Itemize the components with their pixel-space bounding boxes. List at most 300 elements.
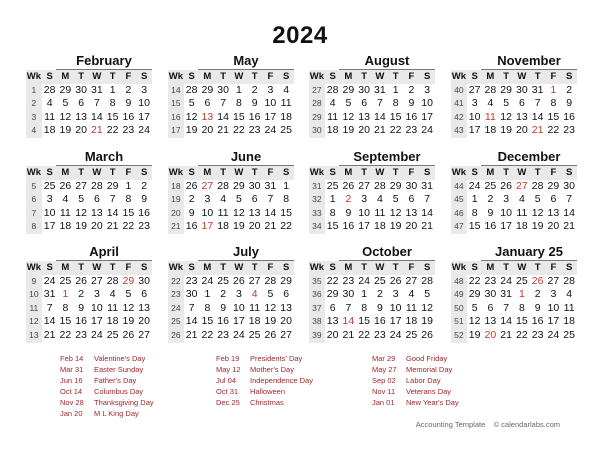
- weekday-header-row: [309, 166, 435, 180]
- holiday-date: May 12: [216, 365, 241, 374]
- footer-template: Accounting Template: [415, 420, 486, 429]
- weekday-header-row: [309, 261, 435, 275]
- day-cell: 23: [484, 274, 497, 287]
- day-cell: 15: [106, 110, 119, 123]
- day-cell: 9: [408, 97, 415, 110]
- day-cell: 6: [141, 288, 148, 301]
- month-block: [309, 52, 435, 138]
- weekday-label: S: [325, 261, 341, 275]
- day-cell: 30: [75, 83, 87, 96]
- weekday-label: F: [263, 70, 279, 84]
- day-cell: 4: [518, 193, 525, 206]
- holiday-entry: [216, 353, 366, 364]
- weekday-label: T: [498, 166, 514, 180]
- week-row: [309, 275, 435, 289]
- month-name: March: [56, 148, 152, 166]
- weekday-label: T: [247, 70, 263, 84]
- day-cell: 9: [125, 97, 132, 110]
- day-cell: 7: [188, 301, 195, 314]
- day-cell: 1: [235, 83, 242, 96]
- day-cell: 24: [358, 274, 370, 287]
- day-cell: 12: [531, 206, 544, 219]
- month-block: [451, 243, 577, 343]
- month-block: [451, 52, 577, 138]
- day-cell: 22: [516, 328, 528, 341]
- day-cell: 24: [43, 274, 56, 287]
- day-cell: 2: [487, 193, 494, 206]
- week-number-header: Wk: [451, 71, 466, 82]
- day-cell: 14: [91, 110, 103, 123]
- day-cell: 31: [374, 83, 386, 96]
- month-name: August: [339, 52, 435, 70]
- week-number: 21: [168, 220, 184, 234]
- day-cell: 5: [424, 288, 431, 301]
- day-cell: 4: [251, 288, 258, 301]
- holiday-name: Valentine's Day: [94, 354, 146, 363]
- day-cell: 22: [106, 124, 119, 137]
- weekday-header-row: [26, 70, 152, 84]
- month-block: [26, 52, 152, 138]
- day-cell: 28: [185, 83, 198, 96]
- week-number: 1: [26, 84, 42, 98]
- week-number: 32: [309, 193, 325, 207]
- day-cell: 1: [550, 83, 557, 96]
- holiday-name: Veterans Day: [406, 387, 452, 396]
- day-cell: 13: [358, 110, 370, 123]
- day-cell: 1: [518, 288, 525, 301]
- day-cell: 29: [547, 179, 560, 192]
- week-row: [309, 302, 435, 316]
- day-cell: 14: [264, 206, 277, 219]
- day-cell: 18: [248, 315, 261, 328]
- weekday-label: M: [341, 166, 357, 180]
- weekday-label: W: [231, 261, 247, 275]
- day-cell: 7: [345, 301, 352, 314]
- day-cell: 4: [62, 193, 69, 206]
- day-cell: 2: [534, 288, 541, 301]
- day-cell: 23: [563, 124, 575, 137]
- day-cell: 19: [421, 315, 433, 328]
- holiday-date: Mar 31: [60, 365, 84, 374]
- day-cell: 25: [217, 274, 229, 287]
- month-block: [309, 243, 435, 343]
- weekday-label: F: [121, 166, 137, 180]
- day-cell: 5: [78, 193, 85, 206]
- week-number: 35: [309, 275, 325, 289]
- month-name: February: [56, 52, 152, 70]
- day-cell: 16: [563, 110, 575, 123]
- day-cell: 3: [471, 97, 478, 110]
- week-number-header: Wk: [309, 167, 324, 178]
- day-cell: 12: [468, 315, 481, 328]
- week-row: [309, 84, 435, 98]
- weekday-label: S: [467, 166, 483, 180]
- day-cell: 3: [503, 193, 510, 206]
- day-cell: 15: [389, 110, 402, 123]
- holiday-name: Easter Sunday: [94, 365, 144, 374]
- day-cell: 24: [421, 124, 433, 137]
- day-cell: 2: [78, 288, 85, 301]
- day-cell: 30: [138, 274, 150, 287]
- day-cell: 4: [220, 193, 227, 206]
- day-cell: 13: [201, 110, 214, 123]
- day-cell: 9: [534, 301, 541, 314]
- week-row: [451, 288, 577, 302]
- month-block: [26, 243, 152, 343]
- weekday-header-row: [168, 166, 294, 180]
- weekday-label: T: [498, 261, 514, 275]
- week-row: [451, 111, 577, 125]
- day-cell: 10: [43, 206, 56, 219]
- day-cell: 22: [326, 274, 339, 287]
- day-cell: 22: [280, 220, 292, 233]
- day-cell: 23: [374, 328, 386, 341]
- weekday-label: M: [200, 261, 216, 275]
- day-cell: 23: [342, 274, 355, 287]
- day-cell: 6: [487, 301, 494, 314]
- day-cell: 1: [204, 288, 211, 301]
- weekday-label: F: [546, 166, 562, 180]
- day-cell: 16: [484, 220, 497, 233]
- week-number: 42: [451, 111, 467, 125]
- weekday-label: M: [483, 166, 499, 180]
- holiday-entry: [60, 375, 210, 386]
- day-cell: 1: [392, 83, 399, 96]
- holiday-column: [372, 353, 522, 408]
- week-row: [309, 111, 435, 125]
- weekday-label: T: [73, 166, 89, 180]
- week-number: 39: [309, 329, 325, 343]
- weekday-label: M: [200, 70, 216, 84]
- day-cell: 19: [500, 124, 512, 137]
- holiday-date: Jan 20: [60, 409, 83, 418]
- day-cell: 17: [233, 315, 245, 328]
- week-row: [26, 111, 152, 125]
- day-cell: 22: [233, 124, 245, 137]
- day-cell: 6: [550, 193, 557, 206]
- weekday-label: M: [483, 70, 499, 84]
- month-name: July: [198, 243, 294, 261]
- day-cell: 9: [566, 97, 573, 110]
- day-cell: 20: [138, 315, 150, 328]
- month-name: December: [481, 148, 577, 166]
- day-cell: 3: [361, 193, 368, 206]
- weekday-label: S: [184, 70, 200, 84]
- day-cell: 11: [280, 97, 292, 110]
- day-cell: 16: [75, 315, 87, 328]
- week-number: 15: [168, 97, 184, 111]
- day-cell: 18: [43, 124, 56, 137]
- day-cell: 15: [516, 315, 528, 328]
- day-cell: 23: [138, 220, 150, 233]
- footer-site: © calendarlabs.com: [493, 420, 560, 429]
- day-cell: 9: [345, 206, 352, 219]
- week-row: [309, 193, 435, 207]
- day-cell: 6: [329, 301, 336, 314]
- day-cell: 27: [75, 179, 87, 192]
- day-cell: 8: [125, 193, 132, 206]
- weekday-label: T: [105, 166, 121, 180]
- day-cell: 3: [204, 193, 211, 206]
- day-cell: 16: [531, 315, 544, 328]
- day-cell: 14: [374, 110, 386, 123]
- holiday-name: Christmas: [250, 398, 284, 407]
- weekday-label: T: [73, 70, 89, 84]
- week-row: [309, 97, 435, 111]
- weekday-label: W: [372, 261, 388, 275]
- weekday-label: M: [58, 70, 74, 84]
- week-number-header: Wk: [26, 71, 41, 82]
- day-cell: 21: [374, 124, 386, 137]
- holiday-date: Oct 31: [216, 387, 239, 396]
- day-cell: 11: [516, 206, 528, 219]
- day-cell: 15: [358, 315, 370, 328]
- day-cell: 15: [233, 110, 245, 123]
- day-cell: 29: [342, 83, 355, 96]
- weekday-label: S: [136, 261, 152, 275]
- holiday-entry: [60, 408, 210, 419]
- day-cell: 27: [201, 179, 214, 192]
- week-number: 48: [451, 275, 467, 289]
- day-cell: 23: [531, 328, 544, 341]
- month-name: November: [481, 52, 577, 70]
- day-cell: 27: [248, 274, 261, 287]
- day-cell: 16: [185, 220, 198, 233]
- week-number: 51: [451, 315, 467, 329]
- day-cell: 27: [138, 328, 150, 341]
- day-cell: 12: [500, 110, 512, 123]
- day-cell: 25: [405, 328, 418, 341]
- day-cell: 17: [138, 110, 150, 123]
- week-number: 45: [451, 193, 467, 207]
- week-row: [309, 288, 435, 302]
- day-cell: 26: [389, 274, 402, 287]
- month-block: [168, 148, 294, 234]
- day-cell: 15: [122, 206, 135, 219]
- day-cell: 29: [468, 288, 481, 301]
- day-cell: 9: [251, 97, 258, 110]
- week-row: [168, 315, 294, 329]
- week-number: 36: [309, 288, 325, 302]
- week-number: 25: [168, 315, 184, 329]
- week-number: 40: [451, 84, 467, 98]
- day-cell: 12: [342, 110, 355, 123]
- day-cell: 9: [220, 301, 227, 314]
- weekday-label: F: [404, 70, 420, 84]
- week-number: 12: [26, 315, 42, 329]
- week-number: 52: [451, 329, 467, 343]
- week-number: 38: [309, 315, 325, 329]
- day-cell: 19: [264, 315, 277, 328]
- holiday-date: May 27: [372, 365, 397, 374]
- day-cell: 19: [531, 220, 544, 233]
- day-cell: 21: [106, 220, 119, 233]
- week-number: 18: [168, 180, 184, 194]
- day-cell: 20: [484, 328, 497, 341]
- day-cell: 7: [267, 193, 274, 206]
- day-cell: 31: [43, 288, 56, 301]
- day-cell: 26: [264, 328, 277, 341]
- weekday-label: T: [215, 70, 231, 84]
- weekday-label: T: [356, 70, 372, 84]
- day-cell: 28: [217, 179, 229, 192]
- day-cell: 17: [358, 220, 370, 233]
- week-number: 10: [26, 288, 42, 302]
- holiday-entry: [372, 375, 522, 386]
- weekday-label: T: [247, 166, 263, 180]
- day-cell: 3: [141, 83, 148, 96]
- day-cell: 22: [547, 124, 560, 137]
- holiday-date: Sep 02: [372, 376, 396, 385]
- day-cell: 29: [59, 83, 72, 96]
- day-cell: 13: [280, 301, 292, 314]
- week-number: 30: [309, 124, 325, 138]
- day-cell: 27: [468, 83, 481, 96]
- weekday-label: S: [278, 70, 294, 84]
- week-row: [26, 220, 152, 234]
- holiday-name: Father's Day: [94, 376, 137, 385]
- day-cell: 24: [547, 328, 560, 341]
- holiday-date: Nov 28: [60, 398, 84, 407]
- week-row: [309, 315, 435, 329]
- week-row: [451, 97, 577, 111]
- day-cell: 5: [235, 193, 242, 206]
- day-cell: 23: [185, 274, 198, 287]
- weekday-label: T: [105, 70, 121, 84]
- day-cell: 22: [122, 220, 135, 233]
- day-cell: 18: [374, 220, 386, 233]
- day-cell: 21: [421, 220, 433, 233]
- day-cell: 17: [201, 220, 214, 233]
- week-number: 17: [168, 124, 184, 138]
- holiday-entry: [60, 353, 210, 364]
- weekday-header-row: [451, 166, 577, 180]
- holiday-name: Presidents' Day: [250, 354, 303, 363]
- day-cell: 9: [487, 206, 494, 219]
- day-cell: 18: [405, 315, 418, 328]
- weekday-header-row: [451, 261, 577, 275]
- month-name: January 25: [481, 243, 577, 261]
- day-cell: 31: [421, 179, 433, 192]
- day-cell: 7: [424, 193, 431, 206]
- day-cell: 10: [468, 110, 481, 123]
- week-number: 11: [26, 302, 42, 316]
- week-number-header: Wk: [451, 262, 466, 273]
- day-cell: 26: [500, 179, 512, 192]
- week-number: 33: [309, 207, 325, 221]
- day-cell: 10: [138, 97, 150, 110]
- week-number: 4: [26, 124, 42, 138]
- week-number: 14: [168, 84, 184, 98]
- weekday-label: M: [58, 261, 74, 275]
- holiday-date: Jun 16: [60, 376, 83, 385]
- week-row: [168, 275, 294, 289]
- weekday-label: S: [184, 261, 200, 275]
- day-cell: 10: [421, 97, 433, 110]
- holiday-date: Nov 11: [372, 387, 396, 396]
- day-cell: 4: [487, 97, 494, 110]
- day-cell: 19: [468, 328, 481, 341]
- day-cell: 26: [185, 179, 198, 192]
- weekday-label: W: [514, 70, 530, 84]
- day-cell: 21: [342, 328, 355, 341]
- day-cell: 7: [93, 97, 100, 110]
- holiday-entry: [372, 397, 522, 408]
- day-cell: 18: [326, 124, 339, 137]
- weekday-label: F: [404, 261, 420, 275]
- day-cell: 11: [249, 301, 261, 314]
- day-cell: 20: [75, 124, 87, 137]
- day-cell: 31: [264, 179, 277, 192]
- day-cell: 7: [109, 193, 116, 206]
- day-cell: 8: [518, 301, 525, 314]
- day-cell: 31: [500, 288, 512, 301]
- week-number: 26: [168, 329, 184, 343]
- day-cell: 17: [500, 220, 512, 233]
- holiday-entry: [60, 386, 210, 397]
- week-number: 19: [168, 193, 184, 207]
- day-cell: 2: [141, 179, 148, 192]
- day-cell: 11: [217, 206, 229, 219]
- day-cell: 17: [547, 315, 560, 328]
- day-cell: 5: [345, 97, 352, 110]
- weekday-label: S: [325, 166, 341, 180]
- week-row: [168, 288, 294, 302]
- day-cell: 19: [59, 124, 72, 137]
- day-cell: 14: [43, 315, 56, 328]
- day-cell: 8: [62, 301, 69, 314]
- week-row: [168, 302, 294, 316]
- day-cell: 20: [201, 124, 214, 137]
- day-cell: 8: [204, 301, 211, 314]
- day-cell: 16: [405, 110, 418, 123]
- day-cell: 11: [107, 301, 119, 314]
- week-number: 31: [309, 180, 325, 194]
- day-cell: 15: [547, 110, 560, 123]
- day-cell: 16: [342, 220, 355, 233]
- day-cell: 10: [358, 206, 370, 219]
- weekday-label: W: [231, 70, 247, 84]
- day-cell: 20: [326, 328, 339, 341]
- day-cell: 2: [251, 83, 258, 96]
- day-cell: 27: [547, 274, 560, 287]
- week-row: [26, 329, 152, 343]
- week-row: [26, 84, 152, 98]
- week-number-header: Wk: [309, 71, 324, 82]
- weekday-label: W: [89, 261, 105, 275]
- day-cell: 14: [217, 110, 229, 123]
- week-number: 22: [168, 275, 184, 289]
- week-row: [168, 220, 294, 234]
- day-cell: 19: [233, 220, 245, 233]
- day-cell: 1: [62, 288, 69, 301]
- weekday-label: S: [467, 70, 483, 84]
- day-cell: 30: [484, 288, 497, 301]
- day-cell: 24: [264, 124, 277, 137]
- day-cell: 13: [75, 110, 87, 123]
- day-cell: 14: [500, 315, 512, 328]
- week-row: [26, 97, 152, 111]
- day-cell: 30: [563, 179, 575, 192]
- day-cell: 10: [201, 206, 214, 219]
- holiday-name: M L King Day: [94, 409, 139, 418]
- day-cell: 25: [484, 179, 497, 192]
- week-row: [168, 180, 294, 194]
- week-number-header: Wk: [451, 167, 466, 178]
- day-cell: 29: [500, 83, 512, 96]
- day-cell: 30: [516, 83, 528, 96]
- day-cell: 5: [267, 288, 274, 301]
